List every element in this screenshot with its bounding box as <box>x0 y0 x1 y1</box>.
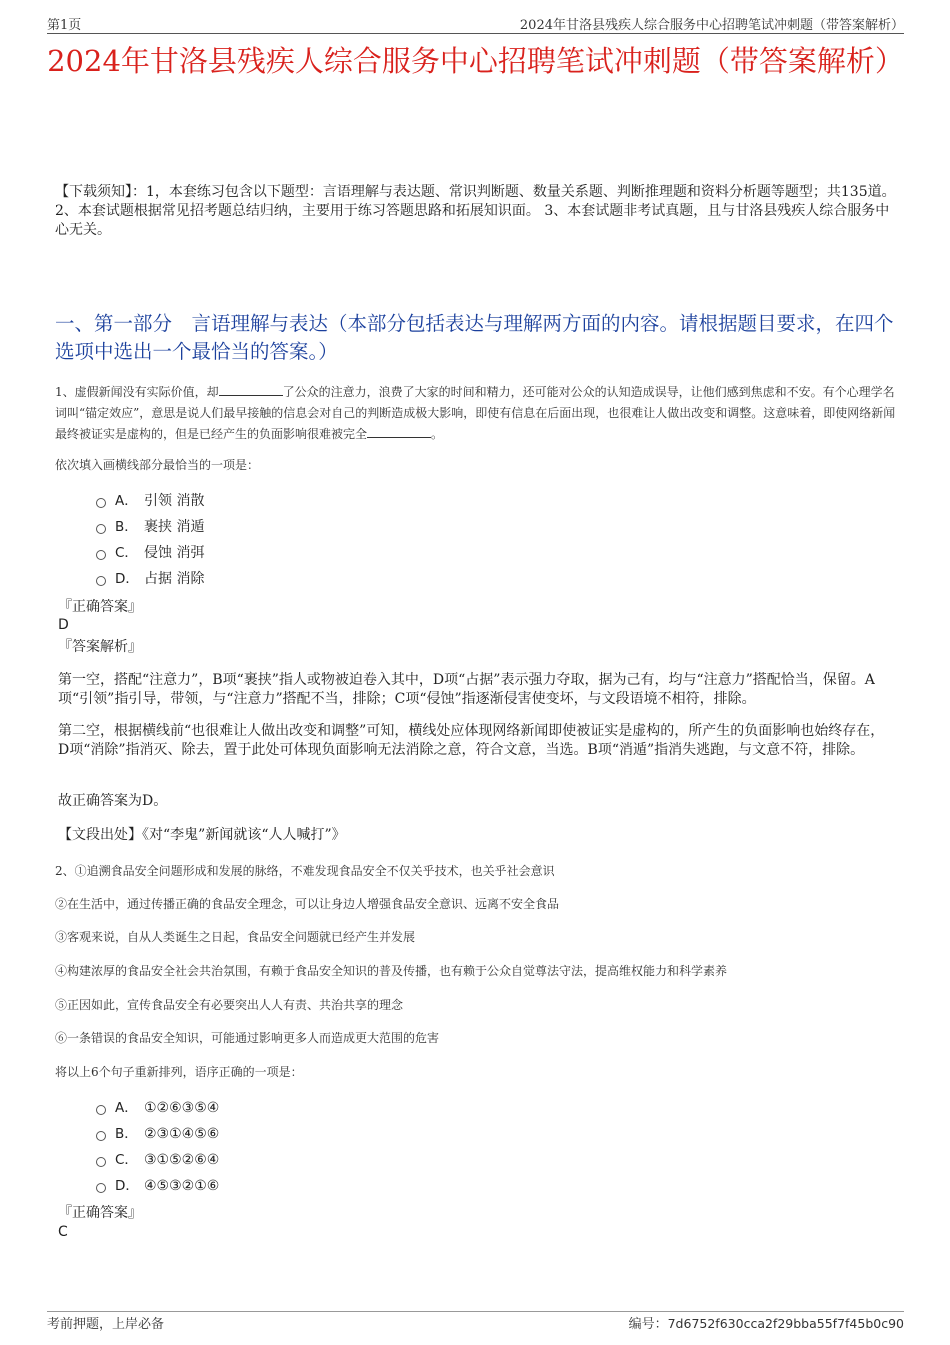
q2-option-a[interactable]: A． ①②⑥③⑤④ <box>96 1098 219 1118</box>
page-number: 第1页 <box>47 18 82 33</box>
q1-text-c: 。 <box>431 427 444 441</box>
q2-option-d[interactable]: D． ④⑤③②①⑥ <box>96 1176 219 1196</box>
q1-analysis-paragraph: 第二空，根据横线前“也很难让人做出改变和调整”可知，横线处应体现网络新闻即使被证实是虚构的，所产生的负面影响也始终存在，D项“消除”指消灭、除去，置于此处可体现负面影响无法消除之意，符合文意，当选。B项“消遁”指消失逃跑，与文意不符，排除。 <box>58 723 885 758</box>
radio-icon[interactable] <box>96 1131 106 1141</box>
question-2-prompt: 将以上6个句子重新排列，语序正确的一项是： <box>55 1065 303 1079</box>
q1-option-b[interactable]: B． 裹挟 消遁 <box>96 517 204 537</box>
radio-icon[interactable] <box>96 498 106 508</box>
q1-option-d[interactable]: D． 占据 消除 <box>96 569 204 589</box>
question-1-stem <box>55 382 905 445</box>
q1-answer-label: 『正确答案』 <box>58 599 142 615</box>
q1-text-a: 1、虚假新闻没有实际价值，却 <box>55 385 219 399</box>
page-title: 2024年甘洛县残疾人综合服务中心招聘笔试冲刺题（带答案解析） <box>47 44 904 78</box>
q2-sentence: ③客观来说，自从人类诞生之日起，食品安全问题就已经产生并发展 <box>55 930 416 944</box>
radio-icon[interactable] <box>96 550 106 560</box>
q2-sentence: ⑥一条错误的食品安全知识，可能通过影响更多人而造成更大范围的危害 <box>55 1031 440 1045</box>
radio-icon[interactable] <box>96 1183 106 1193</box>
q1-text-b: 了公众的注意力，浪费了大家的时间和精力，还可能对公众的认知造成误导，让他们感到焦虑和不安。有个心理学名词叫“锚定效应”，意思是说人们最早接触的信息会对自己的判断造成极大影响，即使有信息在后面出现，也很难让人做出改变和调整。这意味着，即使网络新闻最终被证实是虚构的，但是已经产生的负面影响很难被完全 <box>55 385 896 441</box>
q1-option-a[interactable]: A． 引领 消散 <box>96 491 204 511</box>
header-divider <box>47 33 904 34</box>
section-heading: 一、第一部分 言语理解与表达（本部分包括表达与理解两方面的内容。请根据题目要求，在四个选项中选出一个最恰当的答案。） <box>55 312 894 363</box>
q2-option-b[interactable]: B． ②③①④⑤⑥ <box>96 1124 219 1144</box>
footer-code-value: 7d6752f630cca2f29bba55f7f45b0c90 <box>667 1316 904 1331</box>
q2-answer: C <box>58 1224 68 1240</box>
header-doc-title: 2024年甘洛县残疾人综合服务中心招聘笔试冲刺题（带答案解析） <box>519 18 904 33</box>
radio-icon[interactable] <box>96 1105 106 1115</box>
footer-divider <box>47 1311 904 1312</box>
q1-analysis-paragraph: 第一空，搭配“注意力”，B项“裹挟”指人或物被迫卷入其中，D项“占据”表示强力夺取，据为己有，均与“注意力”搭配恰当，保留。A项“引领”指引导，带领，与“注意力”搭配不当，排除；C项“侵蚀”指逐渐侵害使变坏，与文段语境不相符，排除。 <box>58 672 875 707</box>
q1-answer: D <box>58 617 69 633</box>
q1-option-c[interactable]: C． 侵蚀 消弭 <box>96 543 204 563</box>
footer-slogan: 考前押题，上岸必备 <box>47 1317 165 1332</box>
q1-analysis-label: 『答案解析』 <box>58 639 142 655</box>
footer-code-label: 编号： <box>628 1317 668 1332</box>
radio-icon[interactable] <box>96 1157 106 1167</box>
radio-icon[interactable] <box>96 524 106 534</box>
q1-source: 【文段出处】《对“李鬼”新闻就该“人人喊打”》 <box>58 827 346 843</box>
q2-sentence: ④构建浓厚的食品安全社会共治氛围，有赖于食品安全知识的普及传播，也有赖于公众自觉尊法守法，提高维权能力和科学素养 <box>55 964 728 978</box>
question-1-prompt: 依次填入画横线部分最恰当的一项是： <box>55 458 260 472</box>
fill-blank-1 <box>219 383 283 396</box>
q2-sentence: ②在生活中，通过传播正确的食品安全理念，可以让身边人增强食品安全意识、远离不安全食品 <box>55 897 560 911</box>
download-notice: 【下载须知】：1，本套练习包含以下题型：言语理解与表达题、常识判断题、数量关系题、判断推理题和资料分析题等题型；共135道。 2、本套试题根据常见招考题总结归纳，主要用于练习答题思路和拓展知识面。 3、本套试题非考试真题，且与甘洛县残疾人综合服务中心无关。 <box>55 184 896 238</box>
q2-sentence: 2、①追溯食品安全问题形成和发展的脉络，不难发现食品安全不仅关乎技术，也关乎社会意识 <box>55 864 555 878</box>
fill-blank-2 <box>367 425 431 438</box>
q2-sentence: ⑤正因如此，宣传食品安全有必要突出人人有责、共治共享的理念 <box>55 998 404 1012</box>
q1-analysis-conclusion: 故正确答案为D。 <box>58 793 168 809</box>
q2-option-c[interactable]: C． ③①⑤②⑥④ <box>96 1150 219 1170</box>
q2-answer-label: 『正确答案』 <box>58 1205 142 1221</box>
radio-icon[interactable] <box>96 576 106 586</box>
footer-code <box>629 1313 904 1332</box>
